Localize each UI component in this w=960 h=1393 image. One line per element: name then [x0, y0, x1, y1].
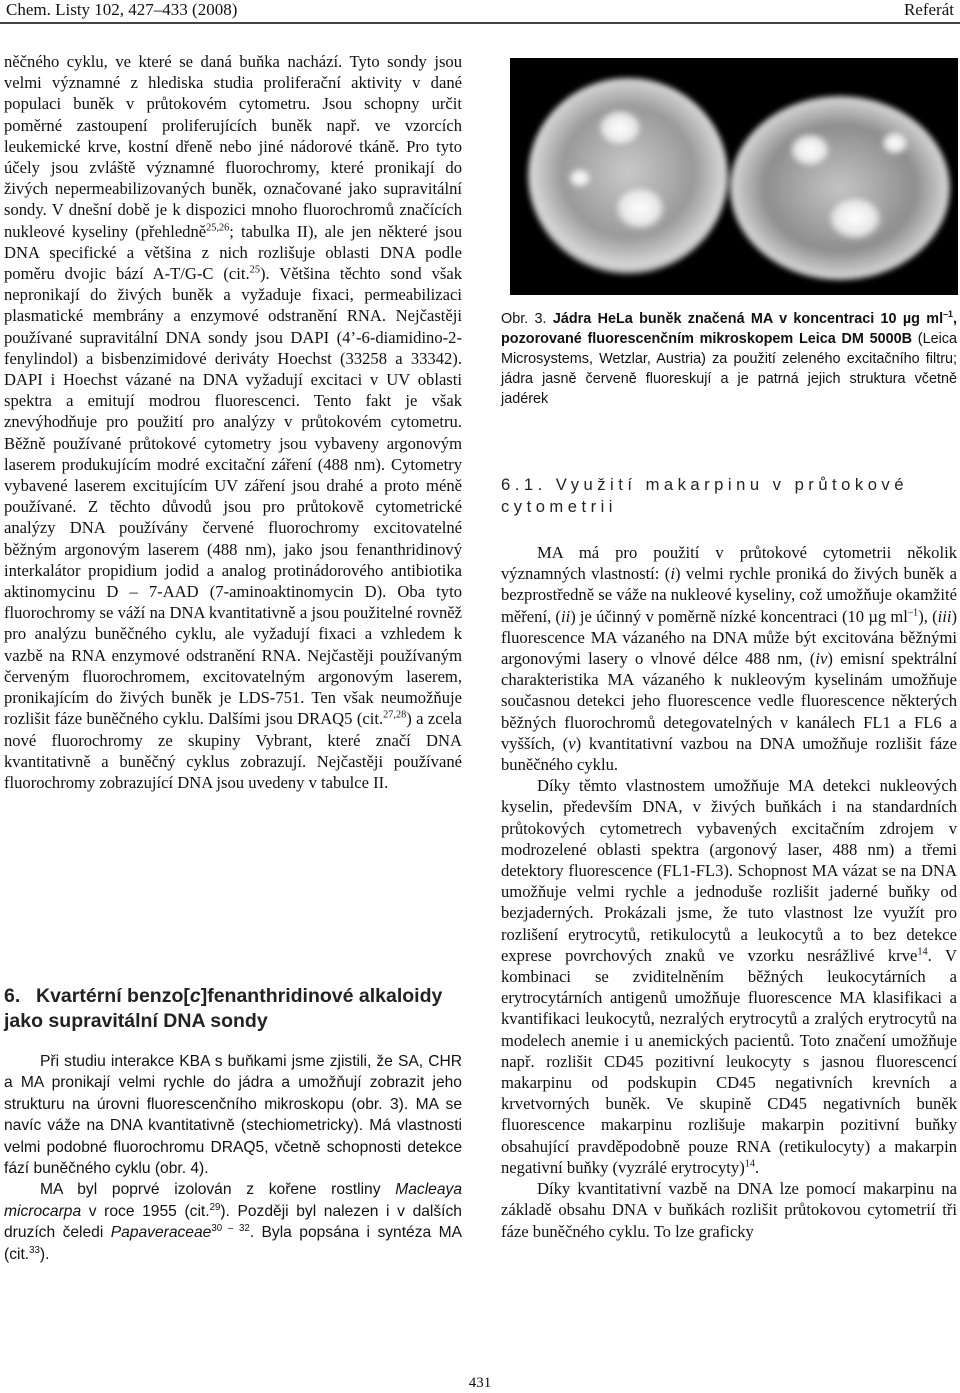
- header-rule: [0, 22, 960, 24]
- section-6-body: [4, 1051, 462, 1265]
- nucleus-left: [528, 78, 728, 274]
- paragraph: Díky těmto vlastnostem umožňuje MA detekci nukleových kyselin, především DNA, v živých buňkách i na standardních průtokových cytometrech vybavených excitačním zdrojem v modrozelené oblasti spektra (argonový laser, 488 nm) a třemi detektory fluorescence (FL1-FL3). Schopnost MA vázat se na DNA umožňuje velmi rychle a jednoduše rozlišit jaderné buňky od bezjaderných. Prokázali jsme, že tuto vlastnost lze využít pro rozlišení erytrocytů, retikulocytů a leukocytů a to bez detekce exprese povrchových znaků ve vzorku nesrážlivé krve$^{14}$. V kombinaci se zviditelněním běžných leukocytárních a erytrocytárních antigenů umožňuje fluorescence MA klasifikaci a kvantifikaci leukocytů, nezralých erytrocytů a zralých erytrocytů na modelech anemie i u anemických pacientů. Toto značení umožňuje např. rozlišit CD45 pozitivní leukocyty s jasnou fluorescencí makarpinu od podskupin CD45 negativních krevních a krvetvorných buněk. Ve skupině CD45 negativních buněk fluorescence makarpinu rozlišuje makarpin pozitivní buňky obsahující pravděpodobně pouze RNA (retikulocyty) a makarpin negativní buňky (vyzrálé erytrocyty)$^{14}$.: [501, 776, 957, 1177]
- journal-citation: Chem. Listy 102, 427–433 (2008): [6, 0, 238, 19]
- paragraph: MA byl poprvé izolován z kořene rostliny Macleaya microcarpa v roce 1955 (cit.$^{29}$). Později byl nalezen i v dalších druzích čeledi Papaveraceae$^{30 - 32}$. Byla popsána i syntéza MA (cit.$^{33}$).: [4, 1181, 463, 1263]
- page-number: 431: [468, 1375, 492, 1391]
- section-heading-6: 6. Kvartérní benzo[c]fenanthridinové alkaloidy jako supravitální DNA sondy: [4, 985, 443, 1032]
- paragraph: Při studiu interakce KBA s buňkami jsme zjistili, že SA, CHR a MA pronikají velmi rychle do jádra a umožňují zobrazit jeho strukturu na úrovni fluorescenčního mikroskopu (obr. 3). MA se navíc váže na DNA kvantitativně (stechiometricky). Má vlastnosti velmi podobné fluorochromu DRAQ5, včetně schopnosti detekce fází buněčného cyklu (obr. 4).: [4, 1053, 462, 1178]
- paragraph: Díky kvantitativní vazbě na DNA lze pomocí makarpinu na základě obsahu DNA v buňkách rozlišit průtokovou cytometrií tři fáze buněčného cyklu. To lze graficky: [501, 1179, 957, 1241]
- article-type: Referát: [903, 0, 954, 19]
- left-column-text: [4, 51, 462, 793]
- running-header: [6, 0, 954, 20]
- micrograph-hela-nuclei: [510, 58, 958, 295]
- paragraph: něčného cyklu, ve které se daná buňka nachází. Tyto sondy jsou velmi významné z hlediska studia proliferační aktivity v dané populaci buněk v průtokovém cytometru. Jsou schopny určit poměrné zastoupení proliferujících buněk např. ve vzorcích leukemické krve, kostní dřeně nebo jiné nádorové tkáně. Pro tyto účely jsou zvláště významné fluorochromy, které pronikají do živých nepermeabilizovaných buněk, označované jako supravitální sondy. V dnešní době je k dispozici mnoho fluorochromů značících nukleové kyseliny (přehledně$^{25,26}$; tabulka II), ale jen některé jsou DNA specifické a většina z nich rozlišuje oblasti DNA podle poměru dvojic bází A-T/G-C (cit.$^{25}$). Většina těchto sond však nepronikají do živých buněk a vyžaduje fixaci, permeabilizaci plasmatické membrány a enzymové odstranění RNA. Nejčastěji používané supravitální DNA sondy jsou DAPI (4’-6-diamidino-2-fenylindol) a bisbenzimidové deriváty Hoechst (33258 a 33342). DAPI i Hoechst vázané na DNA vyžadují excitaci v UV oblasti spektra a emitují modrou fluorescenci. Tento fakt je však znevýhodňuje pro použití pro analýzy v průtokovém cytometru. Běžně používané průtokové cytometry jsou vybaveny argonovým laserem produkujícím modré excitační záření (488 nm). Cytometry vybavené laserem excitujícím UV záření jsou drahé a proto méně používané. Z těchto důvodů jsou pro průtokově cytometrické analýzy DNA používány červené fluorochromy excitovatelné běžným argonovým laserem (488 nm), jako jsou fenanthridinový interkalátor propidium jodid a analog protinádorového antibiotika aktinomycinu D – 7-AAD (7-aminoaktinomycin D). Oba tyto fluorochromy se váží na DNA kvantitativně a jsou použitelné rovněž pro analýzu buněčného cyklu, ale vyžadují fixaci a vzhledem k vazbě na RNA enzymové odstranění RNA. Nejčastěji používaným červeným fluorochromem, excitovatelným argonovým laserem, pronikajícím do živých buněk je LDS-751. Ten však neumožňuje rozlišit fáze buněčného cyklu. Dalšími jsou DRAQ5 (cit.$^{27,28}$) a zcela nové fluorochromy ze skupiny Vybrant, které značí DNA kvantitativně a buněčný cyklus zobrazují. Nejčastěji používané fluorochromy zobrazující DNA jsou uvedeny v tabulce II.: [4, 52, 463, 792]
- right-column-text: [501, 542, 957, 1242]
- figure-caption: Obr. 3. Jádra HeLa buněk značená MA v koncentraci 10 µg $ml^{-1}$, pozorované fluorescenčním mikroskopem Leica DM 5000B (Leica Microsystems, Wetzlar, Austria) za použití zeleného excitačního filtru; jádra jasně červeně fluoreskují a je patrná jejich struktura včetně jadérek: [501, 309, 957, 407]
- paragraph: MA má pro použití v průtokové cytometrii několik významných vlastností: (i) velmi rychle proniká do živých buněk a bezprostředně se váže na nukleové kyseliny, což umožňuje okamžité měření, (ii) je účinný v poměrně nízké koncentraci (10 µg $ml^{-1}$), (iii) fluorescence MA vázaného na DNA může být excitována běžnými argonovými lasery o vlnové délce 488 nm, (iv) emisní spektrální charakteristika MA vázaného k nukleovým kyselinám umožňuje současnou detekci jeho fluorescence vedle fluorescence některých běžných fluorochromů detegovatelných v kanálech FL1 a FL6 a vyšších, (v) kvantitativní vazbou na DNA umožňuje rozlišit fáze buněčného cyklu.: [501, 543, 958, 775]
- nucleus-right: [730, 96, 950, 280]
- fluorescence-micrograph: [510, 58, 958, 295]
- figure-label: Obr. 3.: [501, 311, 547, 327]
- subsection-heading-6-1: 6.1. Využití makarpinu v průtokové cytometrii: [501, 475, 908, 516]
